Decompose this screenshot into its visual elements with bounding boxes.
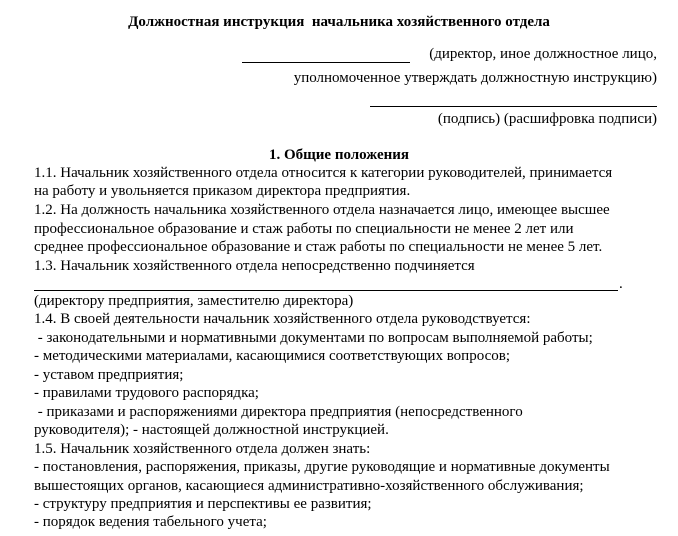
paragraph-line: (директору предприятия, заместителю директора) [34,293,354,309]
list-item: - методическими материалами, касающимися соответствующих вопросов; [34,348,510,364]
paragraph-line: 1.4. В своей деятельности начальник хозяйственного отдела руководствуется: [34,311,531,327]
paragraph-line: . [619,276,623,292]
paragraph-line: 1.2. На должность начальника хозяйственного отдела назначается лицо, имеющее высшее [34,202,610,218]
paragraph-line: 1.3. Начальник хозяйственного отдела непосредственно подчиняется [34,258,475,274]
paragraph-line: среднее профессиональное образование и стаж работы по специальности не менее 5 лет. [34,239,603,255]
list-item: - приказами и распоряжениями директора предприятия (непосредственного [34,404,523,420]
paragraph-line: профессиональное образование и стаж работы по специальности не менее 2 лет или [34,221,574,237]
list-item: вышестоящих органов, касающиеся административно-хозяйственного обслуживания; [34,478,584,494]
director-blank-line [242,62,410,63]
supervisor-blank-line [34,290,618,291]
list-item: - законодательными и нормативными документами по вопросам выполняемой работы; [34,330,593,346]
list-item: - уставом предприятия; [34,367,184,383]
list-item: - правилами трудового распорядка; [34,385,259,401]
list-item: - постановления, распоряжения, приказы, другие руководящие и нормативные документы [34,459,610,475]
list-item: - порядок ведения табельного учета; [34,514,267,530]
document-title: Должностная инструкция начальника хозяйственного отдела [128,14,550,30]
section-heading: 1. Общие положения [268,147,410,163]
signature-blank-line [370,106,657,107]
list-item: руководителя); - настоящей должностной инструкцией. [34,422,389,438]
approval-line-1: (директор, иное должностное лицо, [429,46,657,62]
approval-line-2: уполномоченное утверждать должностную инструкцию) [293,70,657,86]
approval-line-3: (подпись) (расшифровка подписи) [437,111,657,127]
list-item: - структуру предприятия и перспективы ее развития; [34,496,372,512]
paragraph-line: 1.5. Начальник хозяйственного отдела должен знать: [34,441,371,457]
paragraph-line: на работу и увольняется приказом директора предприятия. [34,183,411,199]
paragraph-line: 1.1. Начальник хозяйственного отдела относится к категории руководителей, принимается [34,165,613,181]
